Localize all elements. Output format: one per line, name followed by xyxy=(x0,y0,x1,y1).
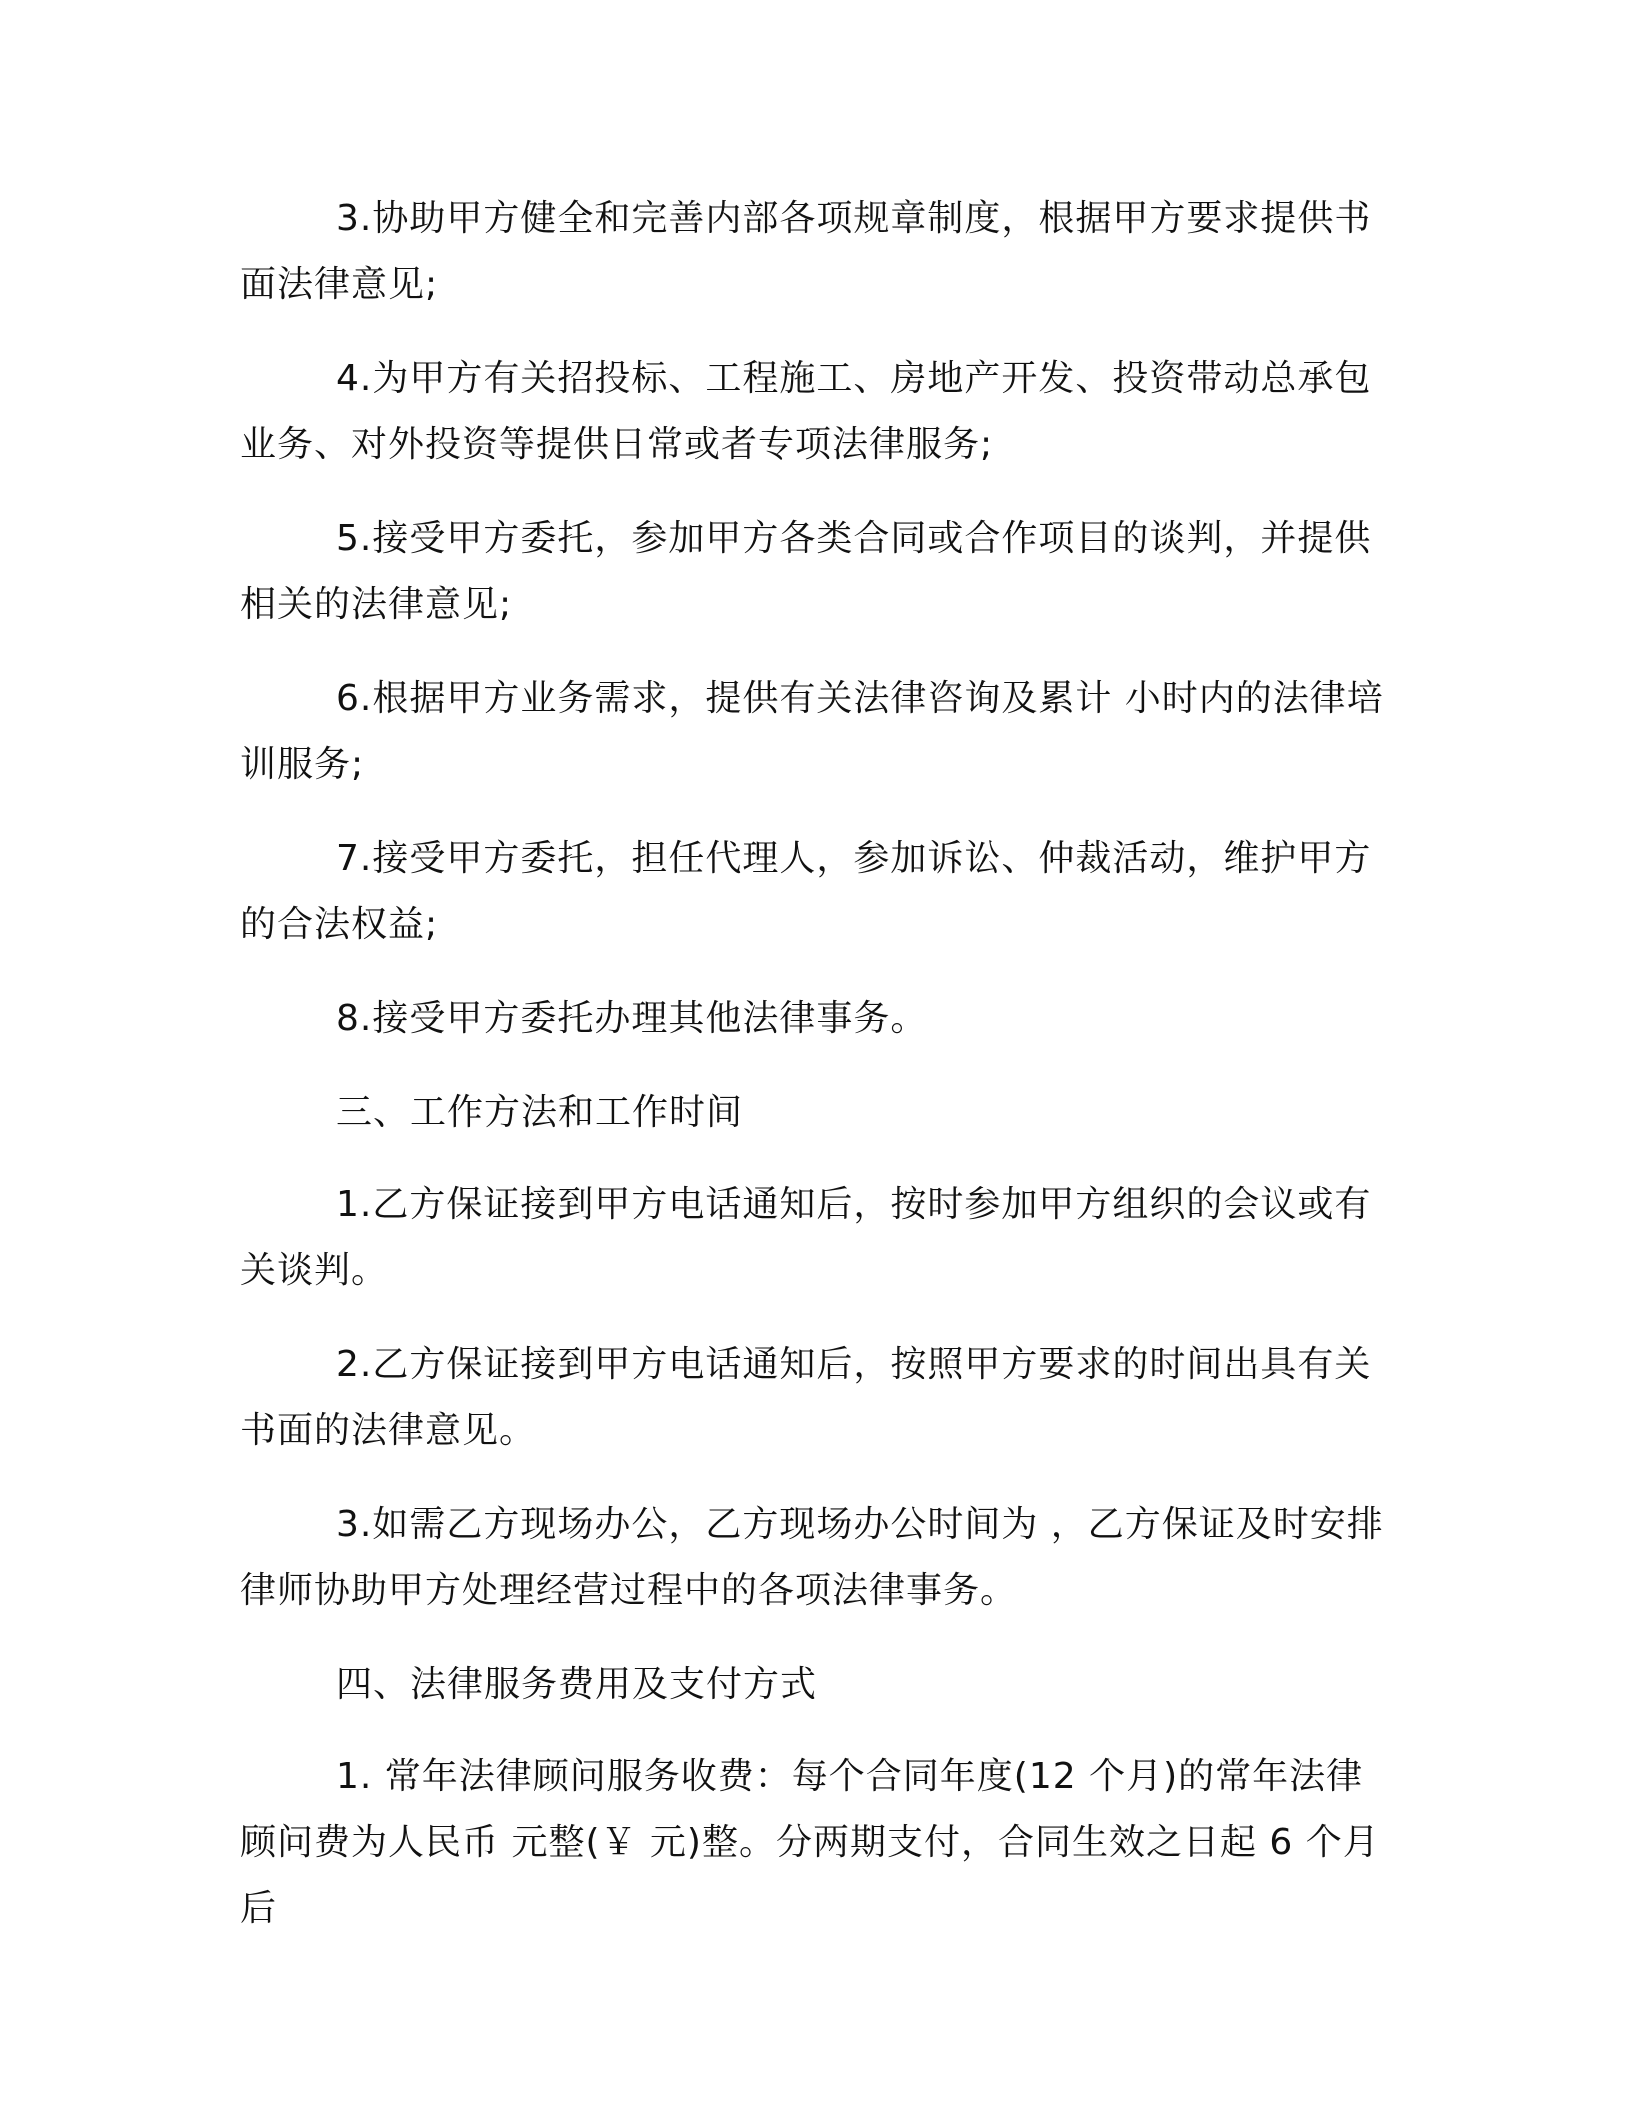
paragraph-method-3: 3.如需乙方现场办公，乙方现场办公时间为 ，乙方保证及时安排律师协助甲方处理经营过程中的各项法律事务。 xyxy=(240,1504,1384,1611)
paragraph-item-6: 6.根据甲方业务需求，提供有关法律咨询及累计 小时内的法律培训服务; xyxy=(240,678,1384,785)
paragraph-item-8: 8.接受甲方委托办理其他法律事务。 xyxy=(336,998,928,1039)
section-heading-fees: 四、法律服务费用及支付方式 xyxy=(336,1664,818,1705)
paragraph-method-2: 2.乙方保证接到甲方电话通知后，按照甲方要求的时间出具有关书面的法律意见。 xyxy=(240,1344,1372,1451)
paragraph-item-5: 5.接受甲方委托，参加甲方各类合同或合作项目的谈判，并提供相关的法律意见; xyxy=(240,518,1372,625)
section-heading-work-method: 三、工作方法和工作时间 xyxy=(336,1092,744,1133)
paragraph-fee-1: 1. 常年法律顾问服务收费：每个合同年度(12 个月)的常年法律顾问费为人民币 元整(￥ 元)整。分两期支付，合同生效之日起 6 个月后 xyxy=(240,1756,1380,1929)
paragraph-method-1: 1.乙方保证接到甲方电话通知后，按时参加甲方组织的会议或有关谈判。 xyxy=(240,1184,1372,1291)
paragraph-item-3: 3.协助甲方健全和完善内部各项规章制度，根据甲方要求提供书面法律意见; xyxy=(240,198,1372,305)
paragraph-item-4: 4.为甲方有关招投标、工程施工、房地产开发、投资带动总承包业务、对外投资等提供日常或者专项法律服务; xyxy=(240,358,1372,465)
paragraph-item-7: 7.接受甲方委托，担任代理人，参加诉讼、仲裁活动，维护甲方的合法权益; xyxy=(240,838,1372,945)
